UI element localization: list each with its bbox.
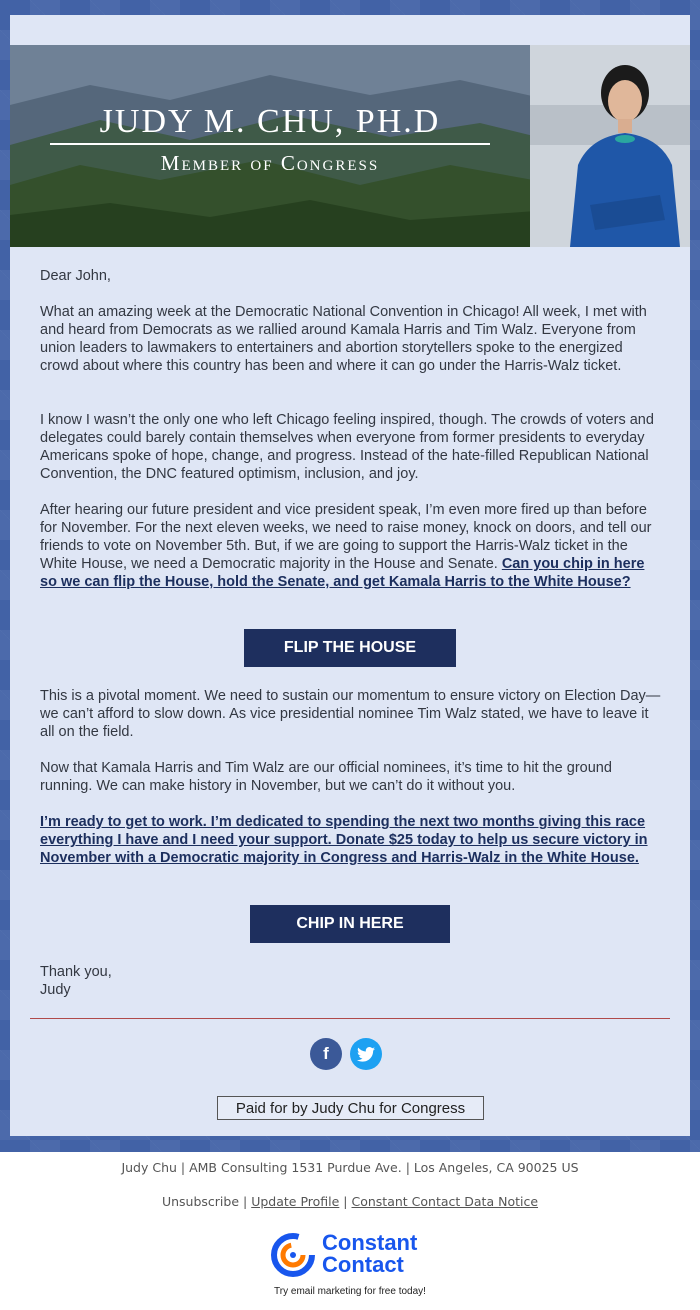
constant-contact-logo[interactable] — [270, 1232, 440, 1278]
signature: Judy — [40, 982, 71, 998]
data-notice-link[interactable]: Constant Contact Data Notice — [351, 1194, 539, 1209]
congress-member-name: JUDY M. CHU, PH.D — [50, 103, 490, 145]
header-title — [50, 103, 490, 176]
wordmark-line-2: Contact — [322, 1252, 404, 1277]
email-card — [10, 15, 690, 1136]
paragraph-4: This is a pivotal moment. We need to sustain our momentum to ensure victory on Election Day—we can’t afford to slow down. As vice presidential nominee Tim Walz stated, we have to leave it all on the field. — [40, 688, 661, 740]
footer-separator-2: | — [339, 1194, 352, 1209]
constant-contact-logo-icon — [270, 1232, 316, 1278]
paragraph-2: I know I wasn’t the only one who left Chicago feeling inspired, though. The crowds of voters and delegates could barely contain themselves when everyone from former presidents to everyday Americans spoke of hope, change, and progress. Instead of the hate-filled Republican National Convention, the DNC featured optimism, inclusion, and joy. — [40, 412, 654, 482]
facebook-glyph: f — [323, 1044, 329, 1063]
paragraph-1: What an amazing week at the Democratic National Convention in Chicago! All week, I met with and heard from Democrats as we rallied around Kamala Harris and Tim Walz. Everyone from union leaders to lawmakers to entertainers and abortion storytellers spoke to the energized crowd about where this country has been and where it can go under the Harris-Walz ticket. — [40, 304, 647, 374]
divider — [30, 1018, 670, 1019]
paid-for-disclaimer: Paid for by Judy Chu for Congress — [217, 1096, 484, 1120]
paragraph-5: Now that Kamala Harris and Tim Walz are our official nominees, it’s time to hit the ground running. We can make history in November, but we can’t do it without you. — [40, 760, 612, 794]
paragraph-6 — [40, 813, 665, 867]
paragraph-3-text: After hearing our future president and vice president speak, I’m even more fired up than before for November. For the next eleven weeks, we need to raise money, knock on doors, and tell our friends to vote on November 5th. But, if we are going to support the Harris-Walz ticket in the White House, we need a Democratic majority in the House and Senate. — [40, 502, 652, 572]
footer-links — [0, 1194, 700, 1209]
portrait-photo — [530, 45, 690, 247]
header-banner — [10, 45, 690, 247]
chip-in-link[interactable]: Can you chip in here so we can flip the House, hold the Senate, and get Kamala Harris to the White House? — [40, 556, 645, 590]
twitter-bird-icon — [357, 1047, 375, 1062]
wordmark-line-1: Constant — [322, 1230, 418, 1255]
closing: Thank you, — [40, 964, 112, 980]
greeting: Dear John, — [40, 268, 111, 284]
update-profile-link[interactable]: Update Profile — [251, 1194, 340, 1209]
congress-member-subtitle: Member of Congress — [160, 151, 380, 175]
unsubscribe-link[interactable]: Unsubscribe — [161, 1194, 240, 1209]
flip-the-house-button[interactable]: FLIP THE HOUSE — [244, 629, 456, 667]
chip-in-here-button[interactable]: CHIP IN HERE — [250, 905, 450, 943]
donate-link[interactable]: I’m ready to get to work. I’m dedicated to spending the next two months giving this race everything I have and I need your support. Donate $25 today to help us secure victory in November with a Democratic majority in Congress and Harris-Walz in the White House. — [40, 814, 648, 866]
twitter-icon[interactable] — [350, 1038, 382, 1070]
constant-contact-tagline[interactable]: Try email marketing for free today! — [274, 1286, 426, 1297]
portrait-illustration — [530, 45, 690, 247]
footer-separator-1: | — [239, 1194, 252, 1209]
constant-contact-wordmark — [322, 1232, 417, 1276]
footer-address: Judy Chu | AMB Consulting 1531 Purdue Ave. | Los Angeles, CA 90025 US — [121, 1160, 579, 1175]
paragraph-3 — [40, 501, 665, 591]
facebook-icon[interactable] — [310, 1038, 342, 1070]
